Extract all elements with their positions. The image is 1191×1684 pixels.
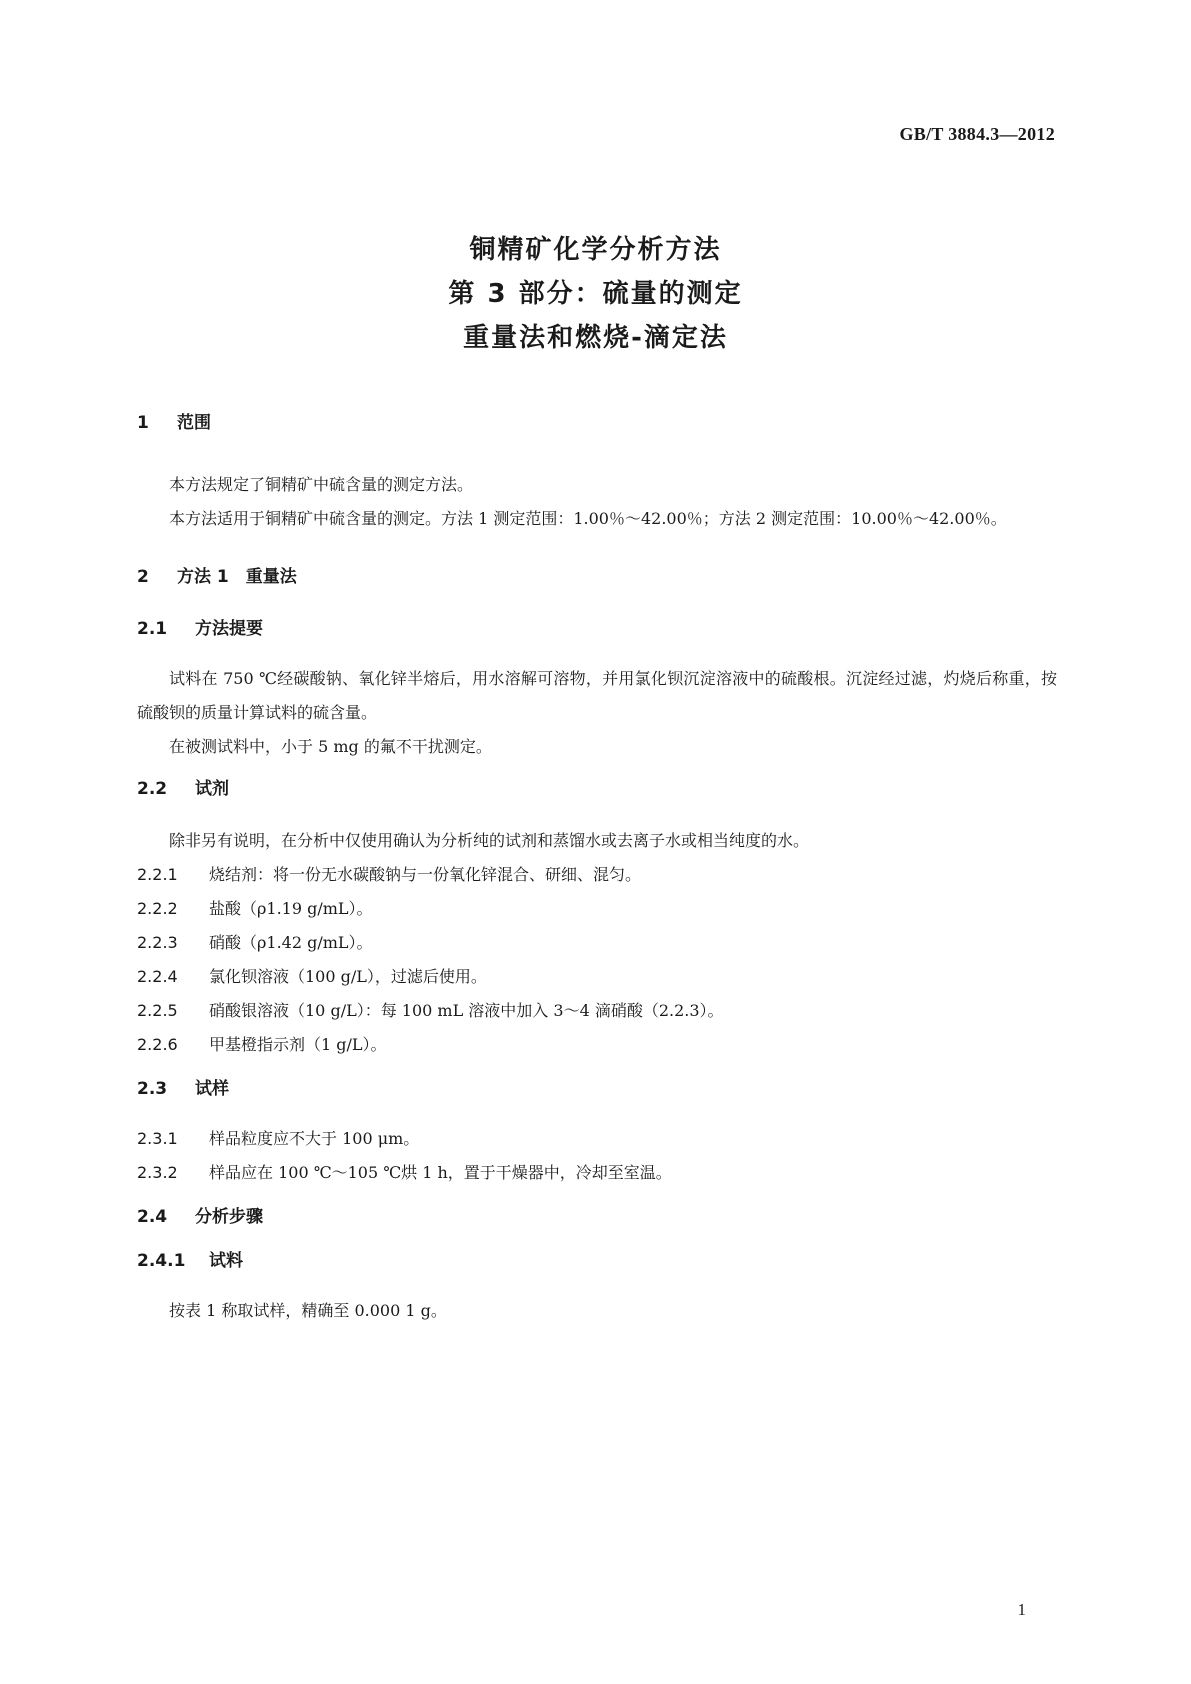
section-title: 分析步骤 xyxy=(195,1207,263,1227)
section-number: 1 xyxy=(137,413,149,433)
clause-text: 甲基橙指示剂（1 g/L）。 xyxy=(209,1035,387,1054)
section-title: 试料 xyxy=(209,1251,243,1271)
clause-number: 2.2.1 xyxy=(137,865,178,884)
clause-text: 氯化钡溶液（100 g/L），过滤后使用。 xyxy=(209,967,487,986)
section-title: 试剂 xyxy=(195,779,229,799)
section-number: 2.4.1 xyxy=(137,1251,186,1271)
clause-item xyxy=(137,892,1057,926)
title-line: 第 3 部分：硫量的测定 xyxy=(448,279,743,309)
clause-number: 2.2.4 xyxy=(137,967,178,986)
section-number: 2 xyxy=(137,567,149,587)
clause-text: 烧结剂：将一份无水碳酸钠与一份氧化锌混合、研细、混匀。 xyxy=(209,865,642,884)
clause-number: 2.3.2 xyxy=(137,1163,178,1182)
clause-item xyxy=(137,960,1057,994)
document-body xyxy=(137,408,1057,1328)
clause-item xyxy=(137,1156,1057,1190)
paragraph: 试料在 750 ℃经碳酸钠、氧化锌半熔后，用水溶解可溶物，并用氯化钡沉淀溶液中的硫酸根。沉淀经过滤，灼烧后称重，按硫酸钡的质量计算试料的硫含量。 xyxy=(137,669,1057,722)
page-number: 1 xyxy=(1017,1600,1026,1619)
title-line: 铜精矿化学分析方法 xyxy=(469,235,722,265)
clause-item xyxy=(137,994,1057,1028)
clause-number: 2.3.1 xyxy=(137,1129,178,1148)
section-title: 试样 xyxy=(195,1079,229,1099)
section-heading xyxy=(137,1074,1057,1104)
title-line: 重量法和燃烧-滴定法 xyxy=(463,323,728,353)
section-heading xyxy=(137,774,1057,804)
paragraph: 在被测试料中，小于 5 mg 的氟不干扰测定。 xyxy=(169,737,492,756)
section-number: 2.3 xyxy=(137,1079,168,1099)
section-number: 2.1 xyxy=(137,619,168,639)
clause-item xyxy=(137,858,1057,892)
section-number: 2.4 xyxy=(137,1207,168,1227)
clause-text: 硝酸（ρ1.42 g/mL）。 xyxy=(209,933,373,952)
document-title xyxy=(0,228,1191,360)
section-title: 范围 xyxy=(177,413,211,433)
section-title: 方法提要 xyxy=(195,619,263,639)
section-heading xyxy=(137,1246,1057,1276)
section-heading xyxy=(137,614,1057,644)
clause-number: 2.2.6 xyxy=(137,1035,178,1054)
section-title: 方法 1 重量法 xyxy=(177,567,297,587)
clause-text: 样品粒度应不大于 100 μm。 xyxy=(209,1129,420,1148)
clause-text: 样品应在 100 ℃～105 ℃烘 1 h，置于干燥器中，冷却至室温。 xyxy=(209,1163,672,1182)
section-heading xyxy=(137,562,1057,592)
paragraph: 本方法适用于铜精矿中硫含量的测定。方法 1 测定范围：1.00％～42.00％；方法 2 测定范围：10.00％～42.00％。 xyxy=(169,509,1007,528)
clause-number: 2.2.3 xyxy=(137,933,178,952)
section-number: 2.2 xyxy=(137,779,168,799)
paragraph: 本方法规定了铜精矿中硫含量的测定方法。 xyxy=(169,475,474,494)
clause-text: 硝酸银溶液（10 g/L）：每 100 mL 溶液中加入 3～4 滴硝酸（2.2.3）。 xyxy=(209,1001,724,1020)
standard-number: GB/T 3884.3—2012 xyxy=(899,124,1055,144)
clause-item xyxy=(137,1122,1057,1156)
clause-text: 盐酸（ρ1.19 g/mL）。 xyxy=(209,899,373,918)
clause-item xyxy=(137,926,1057,960)
section-heading xyxy=(137,1202,1057,1232)
paragraph: 除非另有说明，在分析中仅使用确认为分析纯的试剂和蒸馏水或去离子水或相当纯度的水。 xyxy=(169,831,810,850)
clause-number: 2.2.2 xyxy=(137,899,178,918)
section-heading xyxy=(137,408,1057,438)
clause-item xyxy=(137,1028,1057,1062)
clause-number: 2.2.5 xyxy=(137,1001,178,1020)
paragraph: 按表 1 称取试样，精确至 0.000 1 g。 xyxy=(169,1301,447,1320)
